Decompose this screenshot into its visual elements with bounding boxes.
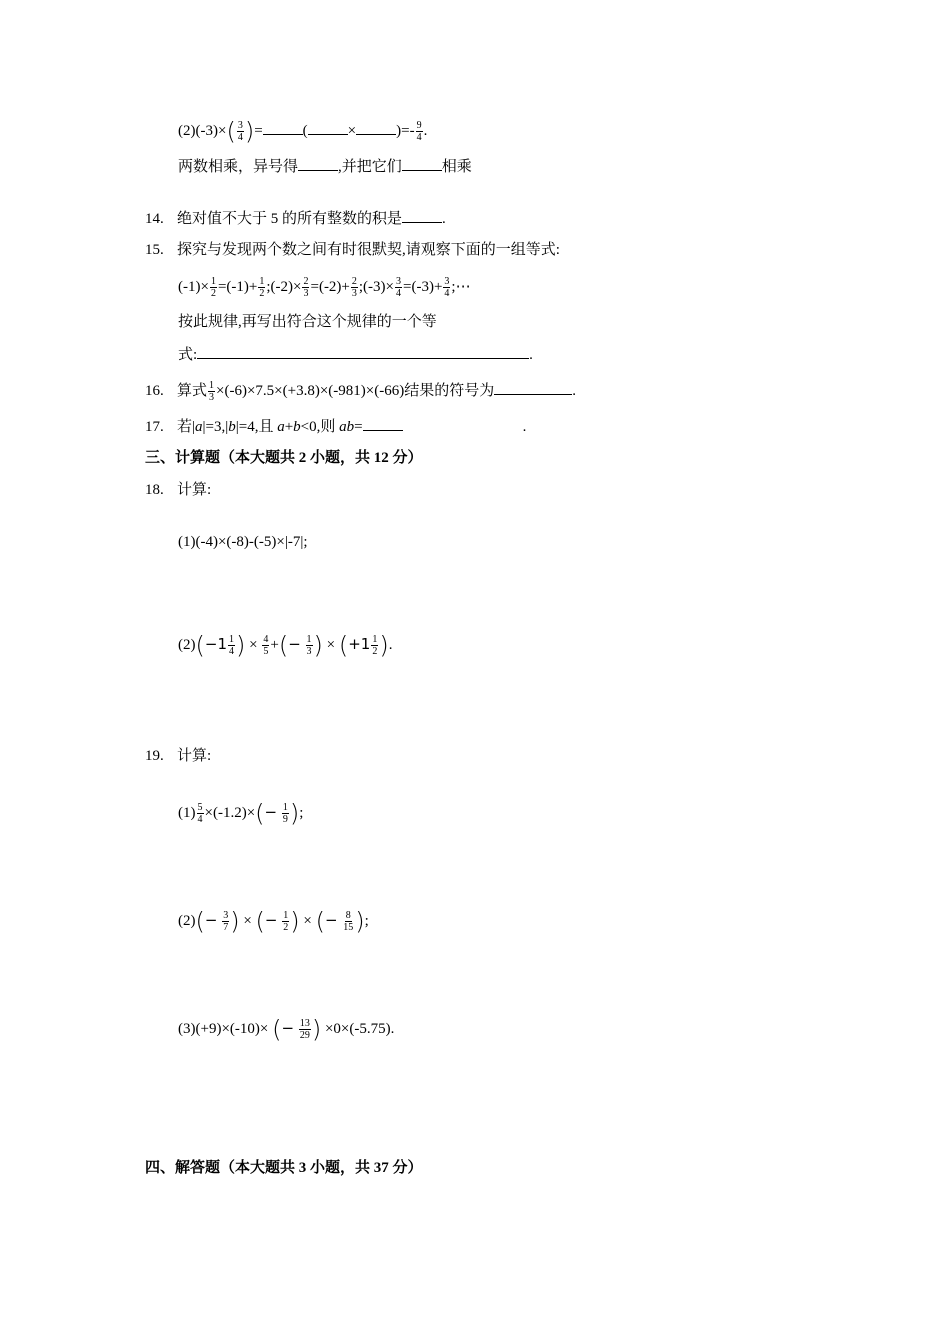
minus: − [324, 911, 338, 929]
fraction [282, 910, 289, 933]
answer-blank[interactable] [494, 380, 572, 395]
q19-part3: (3)(+9)×(-10)× (− $\frac{13}{29}$ ) ×0×(-5.75). [178, 1015, 395, 1044]
numerator: 1 [210, 276, 216, 287]
numerator: 3 [396, 276, 402, 287]
plus: + [284, 419, 294, 435]
open-paren: ( [302, 123, 308, 139]
period: . [522, 419, 527, 435]
numerator: 3 [237, 120, 243, 132]
times: × [303, 913, 312, 929]
fraction [258, 276, 265, 299]
denominator: 4 [229, 646, 234, 658]
question-number: 17. [145, 419, 164, 435]
equation-part: ;⋯ [451, 278, 471, 295]
instruction-text: 按此规律,再写出符合这个规律的一个等 [178, 314, 437, 330]
numerator: 2 [351, 276, 357, 287]
equals: = [354, 419, 363, 435]
numerator: 13 [299, 1018, 310, 1030]
q18-part1 [178, 532, 308, 552]
denominator: 4 [197, 814, 203, 826]
denominator: 3 [351, 288, 357, 299]
expression: (3)(+9)×(-10)× [178, 1021, 269, 1037]
question-18 [145, 480, 211, 500]
equation-part: ;(-3)× [358, 278, 395, 295]
answer-blank[interactable] [402, 208, 442, 223]
equation-part: ;(-2)× [266, 278, 302, 295]
denominator: 2 [210, 288, 216, 299]
fraction [228, 634, 235, 657]
numerator: 5 [197, 802, 203, 814]
question-number: 14. [145, 211, 164, 227]
answer-blank[interactable] [197, 344, 529, 359]
question-17 [145, 416, 526, 437]
times: × [347, 123, 357, 139]
times: × [326, 637, 336, 653]
denominator: 2 [259, 288, 265, 299]
q19-part2: (2)(− $\frac{3}{7}$ ) × (− $\frac{1}{2}$ ) × (− $\frac{8}{15}$ ); [178, 907, 369, 936]
fraction [197, 802, 204, 825]
section-score: 37 [373, 1160, 389, 1176]
question-19 [145, 746, 211, 766]
equation-part: =(-3)+ [403, 278, 443, 295]
numerator: 4 [263, 634, 269, 646]
fraction [299, 1018, 311, 1041]
denominator: 2 [283, 922, 289, 934]
denominator: 3 [209, 392, 215, 404]
rule-text: ,并把它们 [338, 159, 402, 175]
variable-b: b [293, 419, 301, 435]
q18-part2: (2)(−1 $\frac{1}{4}$ ) × $\frac{4}{5}$ +(− $\frac{1}{3}$ ) × (+1 $\frac{1}{2}$ ). [178, 631, 393, 660]
part-label: (2) [178, 913, 196, 929]
fraction [395, 276, 402, 299]
semicolon: ; [364, 913, 369, 929]
denominator: 4 [444, 288, 450, 299]
equation-part: (-1)× [178, 278, 209, 295]
fraction [306, 634, 313, 657]
answer-blank[interactable] [298, 156, 338, 171]
section-label: 小题，共 [306, 1160, 374, 1176]
times: × [249, 637, 258, 653]
minus: − [288, 635, 301, 653]
question-text: |=3,| [202, 419, 229, 435]
numerator: 1 [282, 802, 288, 814]
part-label: (2) [178, 637, 196, 653]
denominator: 2 [372, 646, 378, 658]
answer-blank[interactable] [263, 120, 303, 135]
denominator: 5 [263, 646, 269, 658]
fraction [282, 802, 289, 825]
question-16 [145, 380, 576, 403]
semicolon: ; [299, 805, 304, 821]
minus: − [264, 803, 278, 821]
fraction [342, 910, 354, 933]
question-number: 18. [145, 482, 164, 498]
minus: − [281, 1019, 295, 1037]
numerator: 9 [416, 120, 422, 132]
denominator: 4 [237, 132, 243, 144]
numerator: 1 [283, 910, 289, 922]
denominator: 4 [416, 132, 422, 144]
numerator: 3 [223, 910, 229, 922]
plus: + [270, 637, 279, 653]
numerator: 3 [444, 276, 450, 287]
denominator: 4 [396, 288, 402, 299]
fraction [416, 120, 423, 143]
rule-text: 相乘 [441, 159, 472, 175]
question-14 [145, 208, 446, 229]
question-text: 计算: [177, 482, 212, 498]
fraction [237, 120, 244, 143]
minus: − [204, 911, 218, 929]
section-count: 2 [298, 450, 307, 466]
period: . [388, 637, 393, 653]
question-number: 19. [145, 748, 164, 764]
denominator: 3 [303, 288, 309, 299]
expression: ×(-1.2)× [204, 805, 256, 821]
expression: ×0×(-5.75). [324, 1021, 395, 1037]
period: . [572, 383, 576, 399]
question-text: 计算: [177, 748, 212, 764]
question-text: 探究与发现两个数之间有时很默契,请观察下面的一组等式: [177, 242, 560, 258]
fraction [262, 634, 269, 657]
q13-prefix: (2)(-3)× [178, 123, 227, 139]
q13-rule [178, 156, 472, 177]
section-label: 三、计算题（本大题共 [145, 450, 299, 466]
section-count: 3 [298, 1160, 307, 1176]
numerator: 2 [303, 276, 309, 287]
section-label: 小题，共 [306, 450, 374, 466]
numerator: 8 [345, 910, 351, 922]
section-score: 12 [373, 450, 389, 466]
section-3-heading [145, 448, 423, 468]
question-text: <0,则 [300, 419, 340, 435]
fraction [208, 380, 215, 403]
number: +1 [348, 635, 371, 653]
q15-answer-line [178, 344, 533, 365]
numerator: 1 [209, 380, 215, 392]
variable-ab: ab [339, 419, 355, 435]
question-text: ×(-6)×7.5×(+3.8)×(-981)×(-66)结果的符号为 [216, 383, 495, 399]
numerator: 1 [372, 634, 378, 646]
answer-blank[interactable] [402, 156, 442, 171]
period: . [529, 347, 533, 363]
rule-text: 两数相乘，异号得 [178, 159, 299, 175]
question-number: 16. [145, 383, 164, 399]
section-label: 分） [388, 1160, 423, 1176]
expression: (1)(-4)×(-8)-(-5)×|-7|; [178, 534, 308, 550]
denominator: 15 [343, 922, 354, 934]
times: × [243, 913, 252, 929]
section-4-heading [145, 1158, 423, 1178]
fraction [222, 910, 229, 933]
q13-part2: (2)(-3)×( $\frac{3}{4}$ )= ( × )=- $\frac{9}{4}$ . [178, 117, 428, 146]
fraction [443, 276, 450, 299]
variable-b: b [228, 419, 236, 435]
q15-equations [178, 276, 471, 299]
fraction [351, 276, 358, 299]
question-number: 15. [145, 242, 164, 258]
variable-a: a [195, 419, 203, 435]
question-15 [145, 240, 560, 260]
part-label: (1) [178, 805, 196, 821]
answer-blank[interactable] [308, 120, 348, 135]
question-text: 算式 [177, 383, 208, 399]
instruction-text: 式: [178, 347, 198, 363]
period: . [442, 211, 446, 227]
denominator: 9 [282, 814, 288, 826]
question-text: 绝对值不大于 5 的所有整数的积是 [177, 211, 403, 227]
minus: − [264, 911, 278, 929]
answer-blank[interactable] [356, 120, 396, 135]
answer-blank[interactable] [363, 416, 403, 431]
q15-instruction [178, 312, 437, 332]
denominator: 3 [306, 646, 312, 658]
numerator: 1 [229, 634, 234, 646]
question-text: 若| [177, 419, 196, 435]
fraction [302, 276, 309, 299]
equals: = [254, 123, 263, 139]
numerator: 1 [259, 276, 265, 287]
number: −1 [204, 635, 227, 653]
question-text: |=4,且 [235, 419, 278, 435]
variable-a: a [277, 419, 285, 435]
equation-part: =(-1)+ [217, 278, 258, 295]
close-paren: )=- [396, 123, 415, 139]
denominator: 29 [299, 1030, 310, 1042]
section-label: 分） [388, 450, 423, 466]
denominator: 7 [223, 922, 229, 934]
period: . [423, 123, 428, 139]
section-label: 四、解答题（本大题共 [145, 1160, 299, 1176]
fraction [210, 276, 217, 299]
fraction [371, 634, 378, 657]
numerator: 1 [306, 634, 312, 646]
equation-part: =(-2)+ [310, 278, 350, 295]
q19-part1: (1) $\frac{5}{4}$ ×(-1.2)×(− $\frac{1}{9}$ ); [178, 799, 304, 828]
